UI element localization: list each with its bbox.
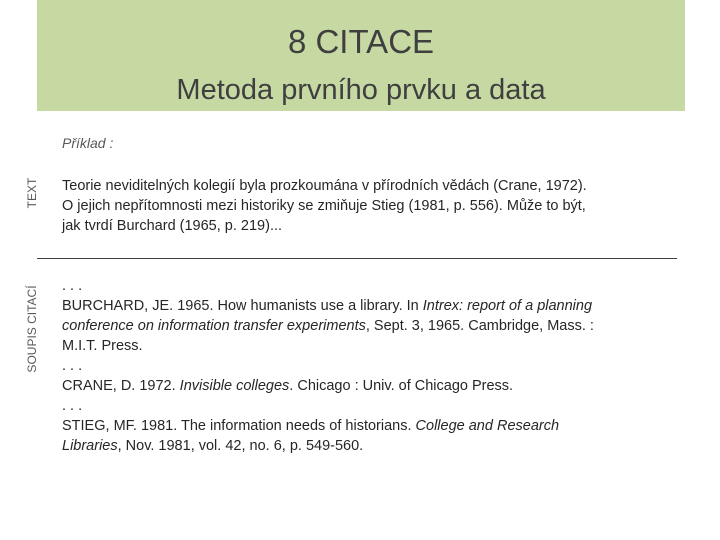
reference-burchard-line3: M.I.T. Press.	[62, 338, 143, 354]
title-banner	[37, 0, 685, 111]
slide-subtitle: Metoda prvního prvku a data	[176, 74, 546, 106]
side-label-citations: SOUPIS CITACÍ	[25, 285, 39, 373]
ellipsis: . . .	[62, 358, 83, 374]
reference-list	[62, 276, 677, 456]
example-text	[62, 176, 672, 236]
slide-title: 8 CITACE	[287, 23, 435, 60]
reference-crane: CRANE, D. 1972. Invisible colleges. Chicago : Univ. of Chicago Press.	[62, 378, 514, 394]
text-line: O jejich nepřítomnosti mezi historiky se zmiňuje Stieg (1981, p. 556). Může to být,	[62, 198, 586, 214]
text-line: jak tvrdí Burchard (1965, p. 219)...	[62, 218, 283, 234]
text-line: Teorie neviditelných kolegií byla prozkoumána v přírodních vědách (Crane, 1972).	[62, 178, 587, 194]
example-label: Příklad :	[62, 135, 114, 151]
ellipsis: . . .	[62, 278, 83, 294]
reference-stieg-line1: STIEG, MF. 1981. The information needs of historians. College and Research	[62, 418, 560, 434]
reference-stieg-line2: Libraries, Nov. 1981, vol. 42, no. 6, p. 549-560.	[62, 438, 364, 454]
reference-burchard-line1: BURCHARD, JE. 1965. How humanists use a library. In Intrex: report of a planning	[62, 298, 593, 314]
side-label-text: TEXT	[25, 177, 39, 209]
ellipsis: . . .	[62, 398, 83, 414]
reference-burchard-line2: conference on information transfer experiments, Sept. 3, 1965. Cambridge, Mass. :	[62, 318, 594, 334]
divider	[37, 258, 677, 259]
